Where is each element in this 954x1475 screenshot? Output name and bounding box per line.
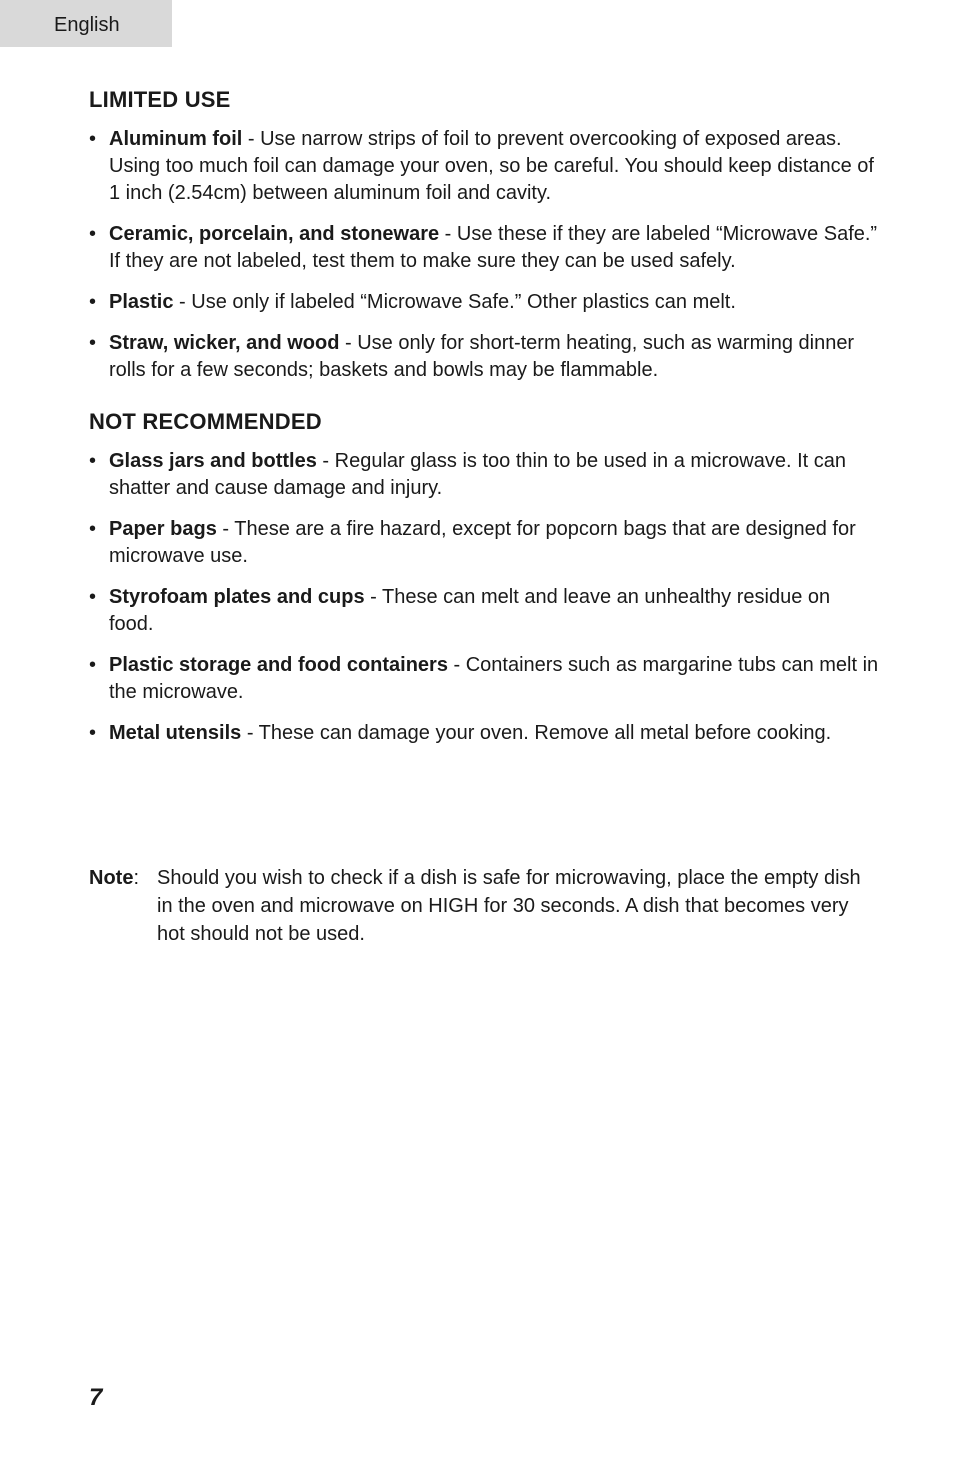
- item-description: - Containers such as margarine tubs can melt in the microwave.: [109, 654, 879, 703]
- bullet-icon: •: [89, 450, 97, 472]
- item-term: Straw, wicker, and wood: [109, 332, 340, 354]
- item-description: - Use narrow strips of foil to prevent overcooking of exposed areas. Using too much foil can damage your oven, so be careful. You should keep distance of 1 inch (2.54cm) between aluminum foil and cavity.: [109, 128, 874, 204]
- bullet-icon: •: [89, 291, 97, 313]
- list-item: [89, 720, 879, 747]
- list-item: [89, 126, 879, 207]
- item-term: Styrofoam plates and cups: [109, 586, 365, 608]
- note-block: [89, 864, 879, 948]
- item-term: Aluminum foil: [109, 128, 243, 150]
- item-term: Plastic: [109, 291, 174, 313]
- list-item: [89, 289, 879, 316]
- note-label-wrap: [89, 864, 139, 892]
- list-item: [89, 330, 879, 384]
- bullet-icon: •: [89, 586, 97, 608]
- note-label: Note: [89, 867, 134, 889]
- bullet-icon: •: [89, 223, 97, 245]
- language-tab-label: English: [54, 14, 120, 36]
- item-description: - Regular glass is too thin to be used in a microwave. It can shatter and cause damage and injury.: [109, 450, 847, 499]
- item-description: - These can melt and leave an unhealthy residue on food.: [109, 586, 831, 635]
- item-term: Metal utensils: [109, 722, 242, 744]
- bullet-icon: •: [89, 128, 97, 150]
- note-text: Should you wish to check if a dish is safe for microwaving, place the empty dish in the oven and microwave on HIGH for 30 seconds. A dish that becomes very hot should not be used.: [157, 867, 861, 945]
- page-number: 7: [89, 1384, 103, 1411]
- item-description: - These are a fire hazard, except for popcorn bags that are designed for microwave use.: [109, 518, 856, 567]
- list-item: [89, 584, 879, 638]
- bullet-icon: •: [89, 654, 97, 676]
- bullet-icon: •: [89, 518, 97, 540]
- list-item: [89, 516, 879, 570]
- item-term: Glass jars and bottles: [109, 450, 317, 472]
- list-item: [89, 448, 879, 502]
- section-not-recommended: [89, 408, 879, 747]
- list-item: [89, 652, 879, 706]
- item-term: Paper bags: [109, 518, 217, 540]
- bullet-icon: •: [89, 332, 97, 354]
- item-description: - Use only if labeled “Microwave Safe.” Other plastics can melt.: [173, 291, 736, 313]
- section-heading-limited-use: LIMITED USE: [89, 87, 231, 112]
- note-separator: :: [133, 867, 140, 889]
- item-description: - These can damage your oven. Remove all metal before cooking.: [241, 722, 832, 744]
- item-term: Ceramic, porcelain, and stoneware: [109, 223, 440, 245]
- section-heading-not-recommended: NOT RECOMMENDED: [89, 409, 322, 434]
- section-limited-use: [89, 86, 879, 384]
- bullet-icon: •: [89, 722, 97, 744]
- item-term: Plastic storage and food containers: [109, 654, 448, 676]
- language-tab: [0, 0, 172, 47]
- item-description: - Use these if they are labeled “Microwave Safe.” If they are not labeled, test them to make sure they can be used safely.: [109, 223, 878, 272]
- item-description: - Use only for short-term heating, such as warming dinner rolls for a few seconds; baskets and bowls may be flammable.: [109, 332, 855, 381]
- list-item: [89, 221, 879, 275]
- main-content: [89, 86, 879, 761]
